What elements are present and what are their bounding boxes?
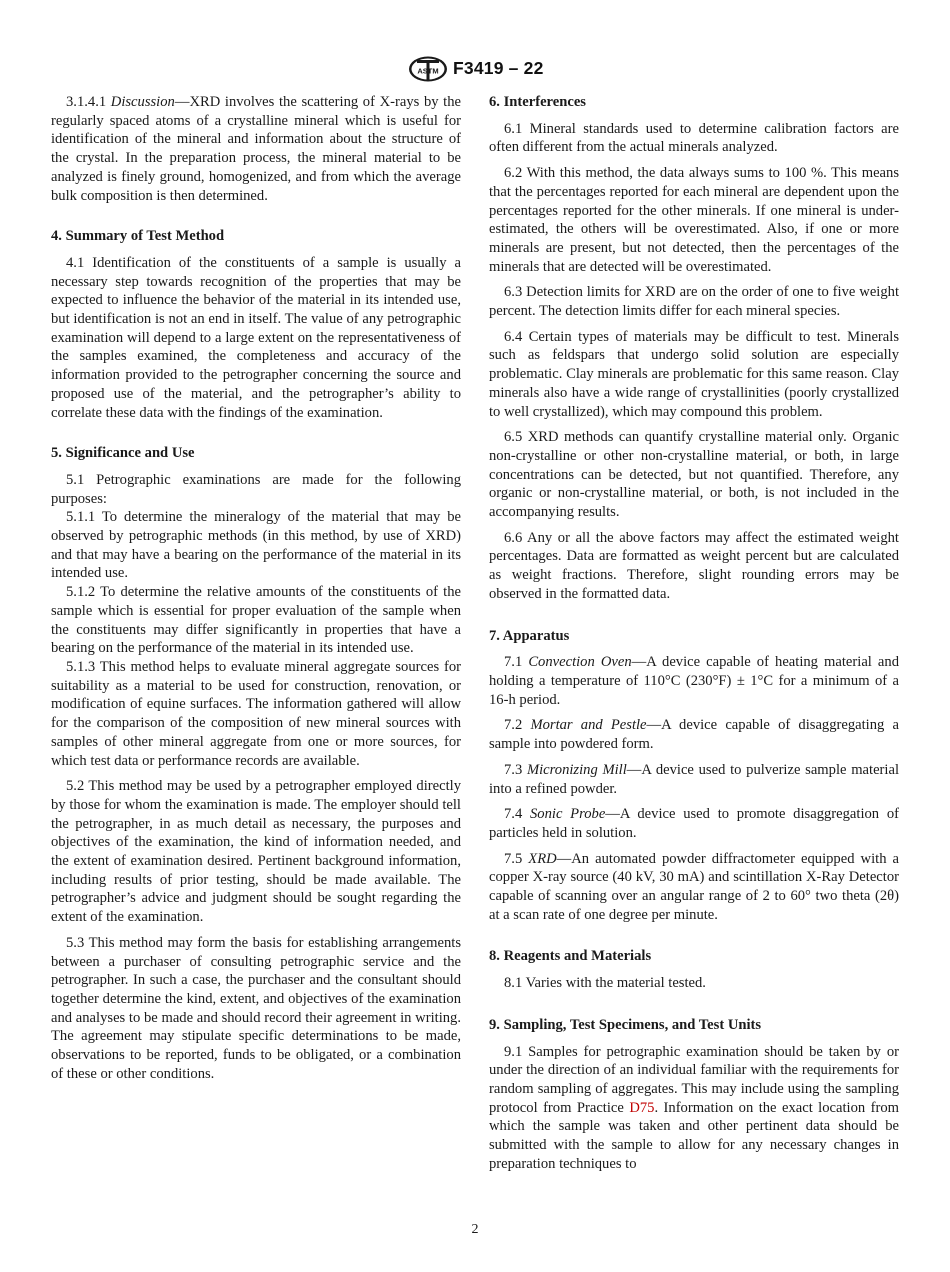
- right-column: [489, 93, 899, 1180]
- astm-logo-icon: [408, 56, 448, 82]
- para-7-4: 7.4 Sonic Probe—A device used to promote disaggregation of particles held in solution.: [489, 806, 900, 841]
- para-5-1-2: 5.1.2 To determine the relative amounts of the constituents of the sample which is essential for proper evaluation of the sample when the constituents may differ significantly in properties that have a bearing on the performance of the material in its intended use.: [51, 584, 461, 657]
- page-number: 2: [471, 1222, 479, 1237]
- para-7-2: 7.2 Mortar and Pestle—A device capable of disaggregating a sample into powdered form.: [489, 717, 899, 753]
- para-5-1-1: 5.1.1 To determine the mineralogy of the material that may be observed by petrographic methods (in this method, by use of XRD) and that may have a bearing on the performance of the material in its intended use.: [51, 509, 461, 582]
- standard-designation: F3419 – 22: [453, 58, 544, 78]
- page-header: [0, 56, 950, 84]
- para-6-6: 6.6 Any or all the above factors may affect the estimated weight percentages. Data are formatted as weight percent but are calculated as weight fractions. Therefore, slight rounding errors may be observed in the formatted data.: [489, 529, 899, 602]
- para-9-1: 9.1 Samples for petrographic examination should be taken by or under the direction of an individual familiar with the requirements for random sampling of aggregates. This may include using the sampling protocol from Practice D75. Information on the exact location from which the sample was taken and other pertinent data should be submitted with the sample to allow for any necessary changes in preparation techniques to: [489, 1043, 899, 1172]
- para-6-1: 6.1 Mineral standards used to determine calibration factors are often different from the actual minerals analyzed.: [489, 120, 899, 156]
- link-d75[interactable]: D75: [629, 1099, 655, 1116]
- left-column: [51, 93, 461, 1090]
- para-6-5: 6.5 XRD methods can quantify crystalline material only. Organic non-crystalline or other non-crystalline material, or both, in large concentrations can be detected, but not quantified. Therefore, any organic or non-crystalline material, or both, is not included in the accompanying results.: [489, 429, 899, 521]
- para-7-3: 7.3 Micronizing Mill—A device used to pulverize sample material into a refined powder.: [489, 761, 899, 797]
- heading-sampling: 9. Sampling, Test Specimens, and Test Units: [489, 1016, 762, 1033]
- para-6-2: 6.2 With this method, the data always sums to 100 %. This means that the percentages reported for each mineral are dependent upon the percentages reported for the other minerals. If one mineral is under-estimated, the others will be overestimated. Also, if one or more minerals are present, but not detected, then the percentages of the minerals that are detected will be overestimated.: [489, 165, 899, 275]
- para-5-1-3: 5.1.3 This method helps to evaluate mineral aggregate sources for suitability as a material to be used for construction, renovation, or modification of equine surfaces. The information gathered will allow for the comparison of the composition of new mineral sources with samples of other mineral aggregate from one or more sources, for which test data or performance records are available.: [51, 658, 461, 769]
- heading-apparatus: 7. Apparatus: [489, 627, 570, 644]
- para-5-1: 5.1 Petrographic examinations are made for the following purposes:: [51, 471, 461, 507]
- para-5-2: 5.2 This method may be used by a petrographer employed directly by those for whom the examination is made. The employer should tell the petrographer, in as much detail as necessary, the purposes and objectives of the examination, the kind of information needed, and the extent of examination desired. Pertinent background information, including results of prior testing, should be made available. The petrographer’s advice and judgment should be sought regarding the extent of the examination.: [51, 778, 461, 926]
- heading-interferences: 6. Interferences: [489, 94, 586, 110]
- para-7-5: 7.5 XRD—An automated powder diffractometer equipped with a copper X-ray source (40 kV, 30 mA) and scintillation X-Ray Detector capable of scanning over an angular range of 2 to 60° two theta (2θ) at a scan rate of one degree per minute.: [489, 850, 900, 923]
- para-5-3: 5.3 This method may form the basis for establishing arrangements between a purchaser of consulting petrographic service and the petrographer. In such a case, the purchaser and the consultant should together determine the kind, extent, and objectives of the examination and analyses to be made and should record their agreement in writing. The agreement may stipulate specific determinations to be made, observations to be reported, funds to be obligated, or a combination of these or other conditions.: [51, 934, 461, 1082]
- para-6-4: 6.4 Certain types of materials may be difficult to test. Minerals such as feldspars that undergo solid solution are especially problematic. Clay minerals are problematic for this same reason. Clay minerals also have a wide range of crystallinities (poorly crystallized to well crystallized), which may compound this problem.: [489, 328, 899, 420]
- heading-summary-of-test-method: 4. Summary of Test Method: [51, 228, 225, 245]
- para-8-1: 8.1 Varies with the material tested.: [504, 975, 706, 992]
- para-7-1: 7.1 Convection Oven—A device capable of heating material and holding a temperature of 110°C (230°F) ± 1°C for a minimum of a 16-h period.: [489, 654, 899, 708]
- para-3-1-4-1: 3.1.4.1 Discussion—XRD involves the scattering of X-rays by the regularly spaced atoms of a crystalline mineral which is useful for identification of the mineral and information about the structure of the crystal. In the preparation process, the mineral material to be analyzed is finely ground, homogenized, and from which the average bulk composition is then determined.: [51, 94, 462, 204]
- svg-text:ASTM: ASTM: [417, 66, 439, 76]
- heading-significance-and-use: 5. Significance and Use: [51, 445, 195, 462]
- heading-reagents-and-materials: 8. Reagents and Materials: [489, 948, 652, 965]
- para-4-1: 4.1 Identification of the constituents of a sample is usually a necessary step towards recognition of the properties that may be expected to influence the behavior of the material in its intended use, but identification is not an end in itself. The value of any petrographic examination will depend to a large extent on the representativeness of the samples examined, the completeness and accuracy of the information provided to the petrographer concerning the source and proposed use of the material, and the petrographer’s ability to correlate these data with the findings of the examination.: [51, 254, 461, 421]
- para-6-3: 6.3 Detection limits for XRD are on the order of one to five weight percent. The detection limits differ for each mineral species.: [489, 284, 899, 320]
